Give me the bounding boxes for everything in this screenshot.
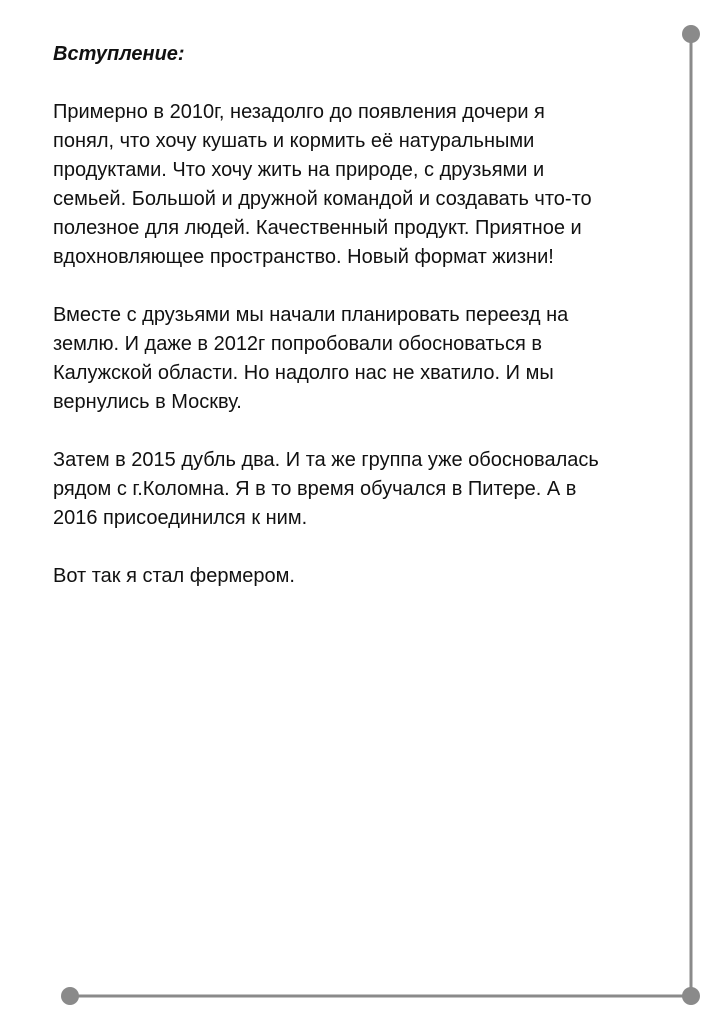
paragraph-4 <box>53 562 663 591</box>
text-line: Примерно в 2010г, незадолго до появления дочери я <box>53 101 545 123</box>
frame-dot-top-right <box>682 25 700 43</box>
frame-dot-bottom-right <box>682 987 700 1005</box>
text-line: рядом с г.Коломна. Я в то время обучался в Питере. А в <box>53 478 577 500</box>
text-line: понял, что хочу кушать и кормить её натуральными <box>53 130 535 152</box>
text-line: Калужской области. Но надолго нас не хватило. И мы <box>53 362 554 384</box>
text-line: продуктами. Что хочу жить на природе, с друзьями и <box>53 159 545 181</box>
text-line: землю. И даже в 2012г попробовали обосноваться в <box>53 333 542 355</box>
document-body <box>53 40 663 620</box>
paragraph-2 <box>53 301 663 417</box>
text-line: Затем в 2015 дубль два. И та же группа уже обосновалась <box>53 449 599 471</box>
text-line: вернулись в Москву. <box>53 391 242 413</box>
paragraph-1 <box>53 98 663 272</box>
text-line: вдохновляющее пространство. Новый формат жизни! <box>53 246 554 268</box>
text-line: Вот так я стал фермером. <box>53 565 295 587</box>
frame-dot-bottom-left <box>61 987 79 1005</box>
text-line: семьей. Большой и дружной командой и создавать что-то <box>53 188 592 210</box>
text-line: 2016 присоединился к ним. <box>53 507 308 529</box>
text-line: полезное для людей. Качественный продукт. Приятное и <box>53 217 582 239</box>
section-heading: Вступление: <box>53 43 185 65</box>
text-line: Вместе с друзьями мы начали планировать переезд на <box>53 304 569 326</box>
paragraph-3 <box>53 446 663 533</box>
